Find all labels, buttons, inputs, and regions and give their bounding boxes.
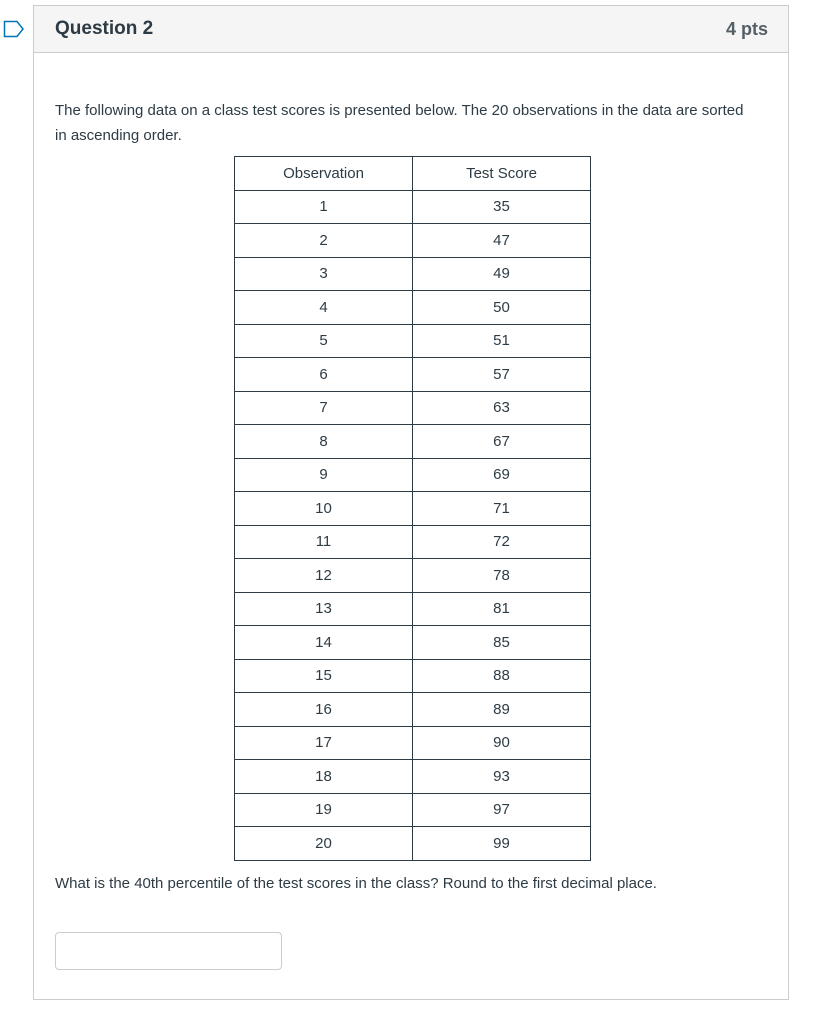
table-row bbox=[235, 525, 591, 559]
observation-cell: 16 bbox=[235, 693, 413, 727]
table-row bbox=[235, 257, 591, 291]
score-cell: 71 bbox=[413, 492, 591, 526]
table-row bbox=[235, 358, 591, 392]
table-row bbox=[235, 190, 591, 224]
question-points: 4 pts bbox=[725, 19, 768, 39]
observation-cell: 19 bbox=[235, 793, 413, 827]
table-row bbox=[235, 760, 591, 794]
observation-cell: 3 bbox=[235, 257, 413, 291]
table-header-row bbox=[235, 157, 591, 191]
observation-cell: 2 bbox=[235, 224, 413, 258]
table-row bbox=[235, 559, 591, 593]
question-header bbox=[34, 6, 788, 53]
observation-cell: 17 bbox=[235, 726, 413, 760]
table-row bbox=[235, 693, 591, 727]
score-cell: 99 bbox=[413, 827, 591, 861]
column-header-observation: Observation bbox=[235, 157, 413, 191]
observation-cell: 18 bbox=[235, 760, 413, 794]
score-cell: 85 bbox=[413, 626, 591, 660]
score-cell: 72 bbox=[413, 525, 591, 559]
observation-cell: 14 bbox=[235, 626, 413, 660]
score-cell: 63 bbox=[413, 391, 591, 425]
flag-question-icon[interactable] bbox=[3, 20, 25, 38]
column-header-test-score: Test Score bbox=[413, 157, 591, 191]
question-intro-text: The following data on a class test scores is presented below. The 20 observations in the data are sorted in ascending order. bbox=[55, 102, 744, 144]
observation-cell: 7 bbox=[235, 391, 413, 425]
score-cell: 47 bbox=[413, 224, 591, 258]
table-row bbox=[235, 659, 591, 693]
score-cell: 67 bbox=[413, 425, 591, 459]
observation-cell: 5 bbox=[235, 324, 413, 358]
observation-cell: 8 bbox=[235, 425, 413, 459]
table-row bbox=[235, 425, 591, 459]
scores-table bbox=[234, 156, 591, 861]
score-cell: 51 bbox=[413, 324, 591, 358]
table-row bbox=[235, 827, 591, 861]
score-cell: 50 bbox=[413, 291, 591, 325]
score-cell: 88 bbox=[413, 659, 591, 693]
answer-input[interactable] bbox=[55, 932, 282, 970]
score-cell: 90 bbox=[413, 726, 591, 760]
score-cell: 49 bbox=[413, 257, 591, 291]
question-card bbox=[33, 5, 789, 1000]
table-row bbox=[235, 324, 591, 358]
observation-cell: 13 bbox=[235, 592, 413, 626]
score-cell: 35 bbox=[413, 190, 591, 224]
score-cell: 89 bbox=[413, 693, 591, 727]
observation-cell: 4 bbox=[235, 291, 413, 325]
question-prompt: What is the 40th percentile of the test scores in the class? Round to the first decimal place. bbox=[55, 875, 657, 892]
score-cell: 69 bbox=[413, 458, 591, 492]
observation-cell: 11 bbox=[235, 525, 413, 559]
table-row bbox=[235, 726, 591, 760]
table-row bbox=[235, 291, 591, 325]
observation-cell: 6 bbox=[235, 358, 413, 392]
score-cell: 93 bbox=[413, 760, 591, 794]
observation-cell: 20 bbox=[235, 827, 413, 861]
observation-cell: 9 bbox=[235, 458, 413, 492]
table-row bbox=[235, 793, 591, 827]
table-row bbox=[235, 626, 591, 660]
observation-cell: 12 bbox=[235, 559, 413, 593]
table-row bbox=[235, 224, 591, 258]
score-cell: 97 bbox=[413, 793, 591, 827]
table-row bbox=[235, 391, 591, 425]
question-title: Question 2 bbox=[55, 18, 154, 39]
score-cell: 57 bbox=[413, 358, 591, 392]
observation-cell: 15 bbox=[235, 659, 413, 693]
observation-cell: 1 bbox=[235, 190, 413, 224]
table-row bbox=[235, 592, 591, 626]
observation-cell: 10 bbox=[235, 492, 413, 526]
table-row bbox=[235, 458, 591, 492]
table-row bbox=[235, 492, 591, 526]
score-cell: 81 bbox=[413, 592, 591, 626]
score-cell: 78 bbox=[413, 559, 591, 593]
